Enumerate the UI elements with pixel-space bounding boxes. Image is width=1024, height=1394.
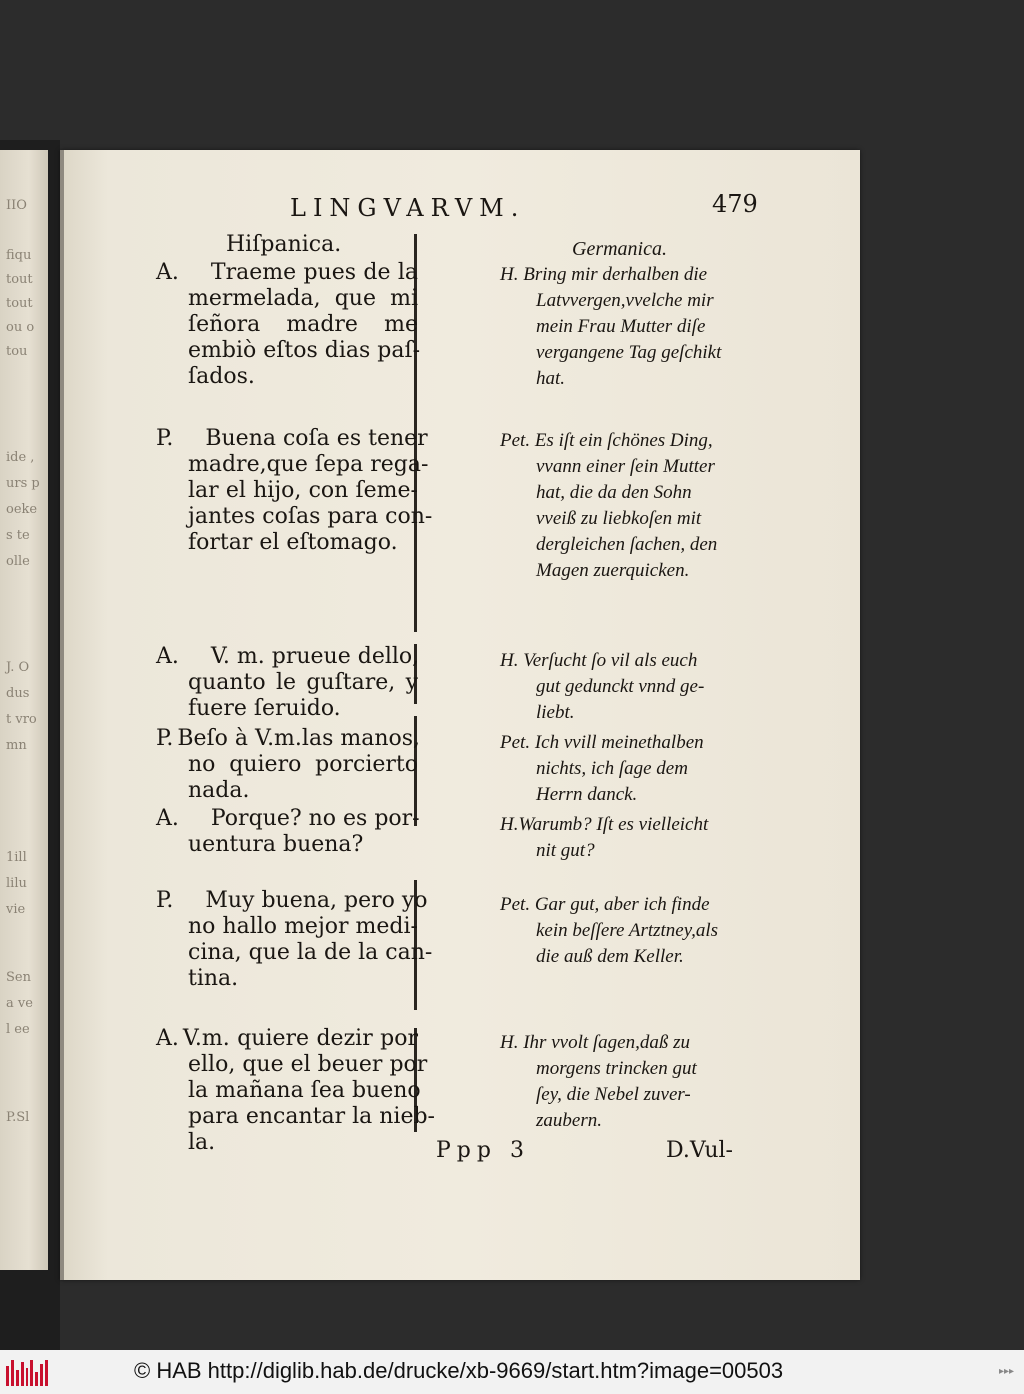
bleed-text: urs p — [6, 476, 40, 491]
bleed-text: mn — [6, 738, 27, 753]
running-title: LINGVARVM. — [290, 194, 526, 222]
entry-line: Verſucht ſo vil als euch — [523, 650, 698, 671]
entry-line: Buena coſa es tener — [205, 426, 428, 451]
bleed-text: tou — [6, 344, 28, 359]
german-column-heading: Germanica. — [572, 238, 667, 260]
german-entry — [500, 1030, 760, 1134]
bleed-text: tout — [6, 296, 33, 311]
entry-line: Gar gut, aber ich finde — [534, 894, 710, 915]
speaker-label: Pet. — [500, 732, 531, 753]
speaker-label: P. — [156, 726, 174, 751]
bleed-text: ide , — [6, 450, 35, 465]
bleed-text: t vro — [6, 712, 37, 727]
page-number: 479 — [712, 190, 758, 218]
entry-line: morgens trincken gut — [536, 1058, 697, 1079]
entry-line: Latvvergen,vvelche mir — [536, 290, 714, 311]
spanish-entry — [156, 644, 418, 722]
entry-line: kein beſſere Artztney,als — [536, 920, 719, 941]
entry-line: Ihr vvolt ſagen,daß zu — [523, 1032, 690, 1053]
copyright-caption-bar — [0, 1350, 1024, 1394]
speaker-label: A. — [156, 260, 179, 285]
entry-line: la mañana ſea bueno — [188, 1078, 421, 1103]
bleed-text: ou o — [6, 320, 35, 335]
entry-line: quanto le guſtare, y — [188, 670, 418, 695]
speaker-label: H. — [500, 264, 519, 285]
speaker-label: A. — [156, 806, 179, 831]
spanish-entry — [156, 806, 418, 858]
entry-line: la. — [188, 1130, 216, 1155]
entry-line: Magen zuerquicken. — [536, 560, 690, 581]
spanish-entry — [156, 726, 421, 804]
bleed-text: dus — [6, 686, 30, 701]
entry-line: Bring mir derhalben die — [523, 264, 708, 285]
spanish-entry — [156, 888, 433, 992]
entry-line: lar el hijo, con ſeme- — [188, 478, 418, 503]
entry-line: ſey, die Nebel zuver- — [536, 1084, 691, 1105]
speaker-label: A. — [156, 1026, 179, 1051]
entry-line: tina. — [188, 966, 239, 991]
bleed-text: J. O — [6, 660, 30, 675]
german-entry — [500, 730, 760, 808]
speaker-label: A. — [156, 644, 179, 669]
entry-line: hat. — [536, 368, 566, 389]
entry-line: fortar el eſtomago. — [188, 530, 398, 555]
german-entry — [500, 812, 760, 864]
speaker-label: H. — [500, 814, 519, 835]
bleed-text: P.Sl — [6, 1110, 30, 1125]
bleed-text: vie — [6, 902, 26, 917]
entry-line: nada. — [188, 778, 250, 803]
bleed-text: Sen — [6, 970, 31, 985]
entry-line: nit gut? — [536, 840, 595, 861]
entry-line: vergangene Tag geſchikt — [536, 342, 722, 363]
entry-line: madre,que ſepa rega- — [188, 452, 429, 477]
entry-line: Beſo à V.m.las manos, — [177, 726, 421, 751]
entry-line: uentura buena? — [188, 832, 364, 857]
bleed-text: fiqu — [6, 248, 32, 263]
entry-line: ſeñora madre me — [188, 312, 418, 337]
nav-arrows-icon[interactable]: ▸▸▸ — [998, 1366, 1014, 1377]
entry-line: nichts, ich ſage dem — [536, 758, 688, 779]
spanish-entry — [156, 260, 421, 390]
entry-line: para encantar la nieb- — [188, 1104, 435, 1129]
speaker-label: Pet. — [500, 894, 531, 915]
entry-line: embiò eſtos dias paſ- — [188, 338, 421, 363]
speaker-label: P. — [156, 426, 174, 451]
entry-line: no quiero porcierto — [188, 752, 418, 777]
entry-line: ſados. — [188, 364, 255, 389]
entry-line: no hallo mejor medi- — [188, 914, 418, 939]
entry-line: dergleichen ſachen, den — [536, 534, 718, 555]
entry-line: Herrn danck. — [536, 784, 638, 805]
entry-line: vvann einer ſein Mutter — [536, 456, 715, 477]
spanish-entry — [156, 1026, 435, 1156]
entry-line: die auß dem Keller. — [536, 946, 684, 967]
entry-line: Muy buena, pero yo — [205, 888, 428, 913]
bleed-text: IIO — [6, 198, 27, 213]
entry-line: Warumb? Iſt es vielleicht — [518, 814, 709, 835]
copyright-url[interactable]: © HAB http://diglib.hab.de/drucke/xb-9669/start.htm?image=00503 — [134, 1358, 784, 1383]
bleed-text: lilu — [6, 876, 27, 891]
entry-line: Ich vvill meinethalben — [534, 732, 704, 753]
german-entry — [500, 428, 760, 584]
hab-logo-icon — [6, 1358, 48, 1386]
entry-line: mein Frau Mutter diſe — [536, 316, 706, 337]
speaker-label: H. — [500, 1032, 519, 1053]
entry-line: V.m. quiere dezir por — [182, 1026, 418, 1051]
column-divider — [414, 566, 417, 632]
spanish-entry — [156, 426, 433, 556]
entry-line: gut gedunckt vnnd ge- — [536, 676, 705, 697]
speaker-label: Pet. — [500, 430, 531, 451]
german-entry — [500, 892, 760, 970]
entry-line: jantes coſas para con- — [188, 504, 433, 529]
signature-mark: Ppp 3 — [436, 1138, 530, 1163]
bleed-text: olle — [6, 554, 30, 569]
bleed-text: l ee — [6, 1022, 30, 1037]
german-entry — [500, 262, 760, 392]
bleed-text: 1ill — [6, 850, 27, 865]
entry-line: V. m. prueue dello, — [210, 644, 420, 669]
bleed-text: a ve — [6, 996, 33, 1011]
german-entry — [500, 648, 760, 726]
entry-line: mermelada, que mi — [188, 286, 418, 311]
bleed-text: oeke — [6, 502, 38, 517]
page-fold-shadow — [60, 150, 64, 1280]
entry-line: vveiß zu liebkoſen mit — [536, 508, 702, 529]
entry-line: hat, die da den Sohn — [536, 482, 692, 503]
entry-line: ello, que el beuer por — [188, 1052, 428, 1077]
entry-line: Traeme pues de la — [210, 260, 418, 285]
book-page — [60, 150, 860, 1280]
catchword: D.Vul- — [666, 1138, 733, 1163]
entry-line: cina, que la de la can- — [188, 940, 433, 965]
entry-line: Porque? no es por- — [210, 806, 420, 831]
previous-page-edge — [0, 150, 48, 1270]
speaker-label: H. — [500, 650, 519, 671]
entry-line: fuere ſeruido. — [188, 696, 341, 721]
spanish-column-heading: Hiſpanica. — [226, 232, 342, 257]
entry-line: Es iſt ein ſchönes Ding, — [534, 430, 713, 451]
entry-line: zaubern. — [536, 1110, 602, 1131]
bleed-text: tout — [6, 272, 33, 287]
bleed-text: s te — [6, 528, 30, 543]
entry-line: liebt. — [536, 702, 575, 723]
speaker-label: P. — [156, 888, 174, 913]
